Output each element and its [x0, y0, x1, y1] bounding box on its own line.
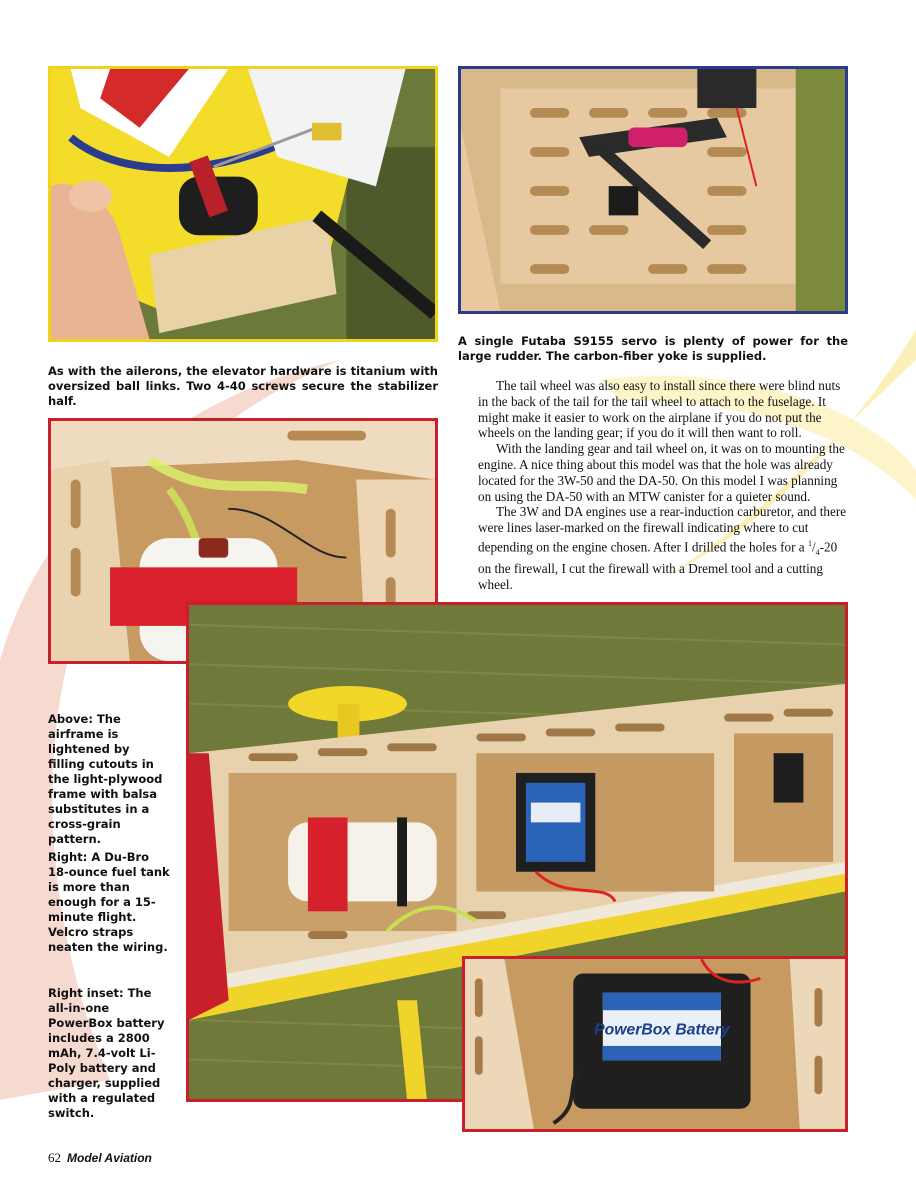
body-paragraph: The tail wheel was also easy to install since there were blind nuts in the back of the tail for the tail wheel to attach to the fuselage. It might make it easier to work on the airplane if you do not put the wheels on the landing gear; if you do it will then want to roll. [478, 378, 841, 441]
body-text-run: -20 on the firewall, I cut the firewall with a Dremel tool and a cutting wheel. [478, 539, 838, 592]
fraction-numerator: 1 [807, 538, 812, 548]
powerbox-battery-inset-photo [462, 956, 848, 1132]
article-body [478, 378, 848, 592]
battery-caption: Right inset: The all-in-one PowerBox battery includes a 2800 mAh, 7.4-volt Li-Poly battery and charger, supplied with a regulated switch. [48, 986, 165, 1120]
servo-caption: A single Futaba S9155 servo is plenty of power for the large rudder. The carbon-fiber yoke is supplied. [458, 334, 848, 363]
fraction-denominator: 4 [815, 548, 820, 557]
fuel-tank-caption: Right: A Du-Bro 18-ounce fuel tank is more than enough for a 15-minute flight. Velcro straps neaten the wiring. [48, 850, 170, 954]
body-paragraph: With the landing gear and tail wheel on, it was on to mounting the engine. A nice thing about this model was that the hole was already located for the 3W-50 and the DA-50. On this model I was planning on using the DA-50 with an MTW canister for a quieter sound. [478, 441, 845, 504]
body-text-run: The 3W and DA engines use a rear-induction carburetor, and there were lines laser-marked on the firewall indicating where to cut depending on the engine chosen. After I drilled the holes for a [478, 504, 847, 555]
body-paragraph: The 3W and DA engines use a rear-induction carburetor, and there were lines laser-marked on the firewall indicating where to cut depending on the engine chosen. After I drilled the holes for a $^1/_4-20$ on the firewall, I cut the firewall with a Dremel tool and a cutting wheel. [478, 504, 847, 592]
elevator-hardware-photo [48, 66, 438, 342]
battery-label: PowerBox Battery [594, 1021, 730, 1039]
rudder-servo-photo [458, 66, 848, 314]
page-number: 62 [48, 1150, 61, 1165]
airframe-caption: Above: The airframe is lightened by filling cutouts in the light-plywood frame with balsa substitutes in a cross-grain pattern. [48, 712, 163, 846]
magazine-name: Model Aviation [67, 1151, 152, 1165]
elevator-caption: As with the ailerons, the elevator hardware is titanium with oversized ball links. Two 4-40 screws secure the stabilizer half. [48, 364, 438, 408]
page-folio [48, 1150, 152, 1166]
